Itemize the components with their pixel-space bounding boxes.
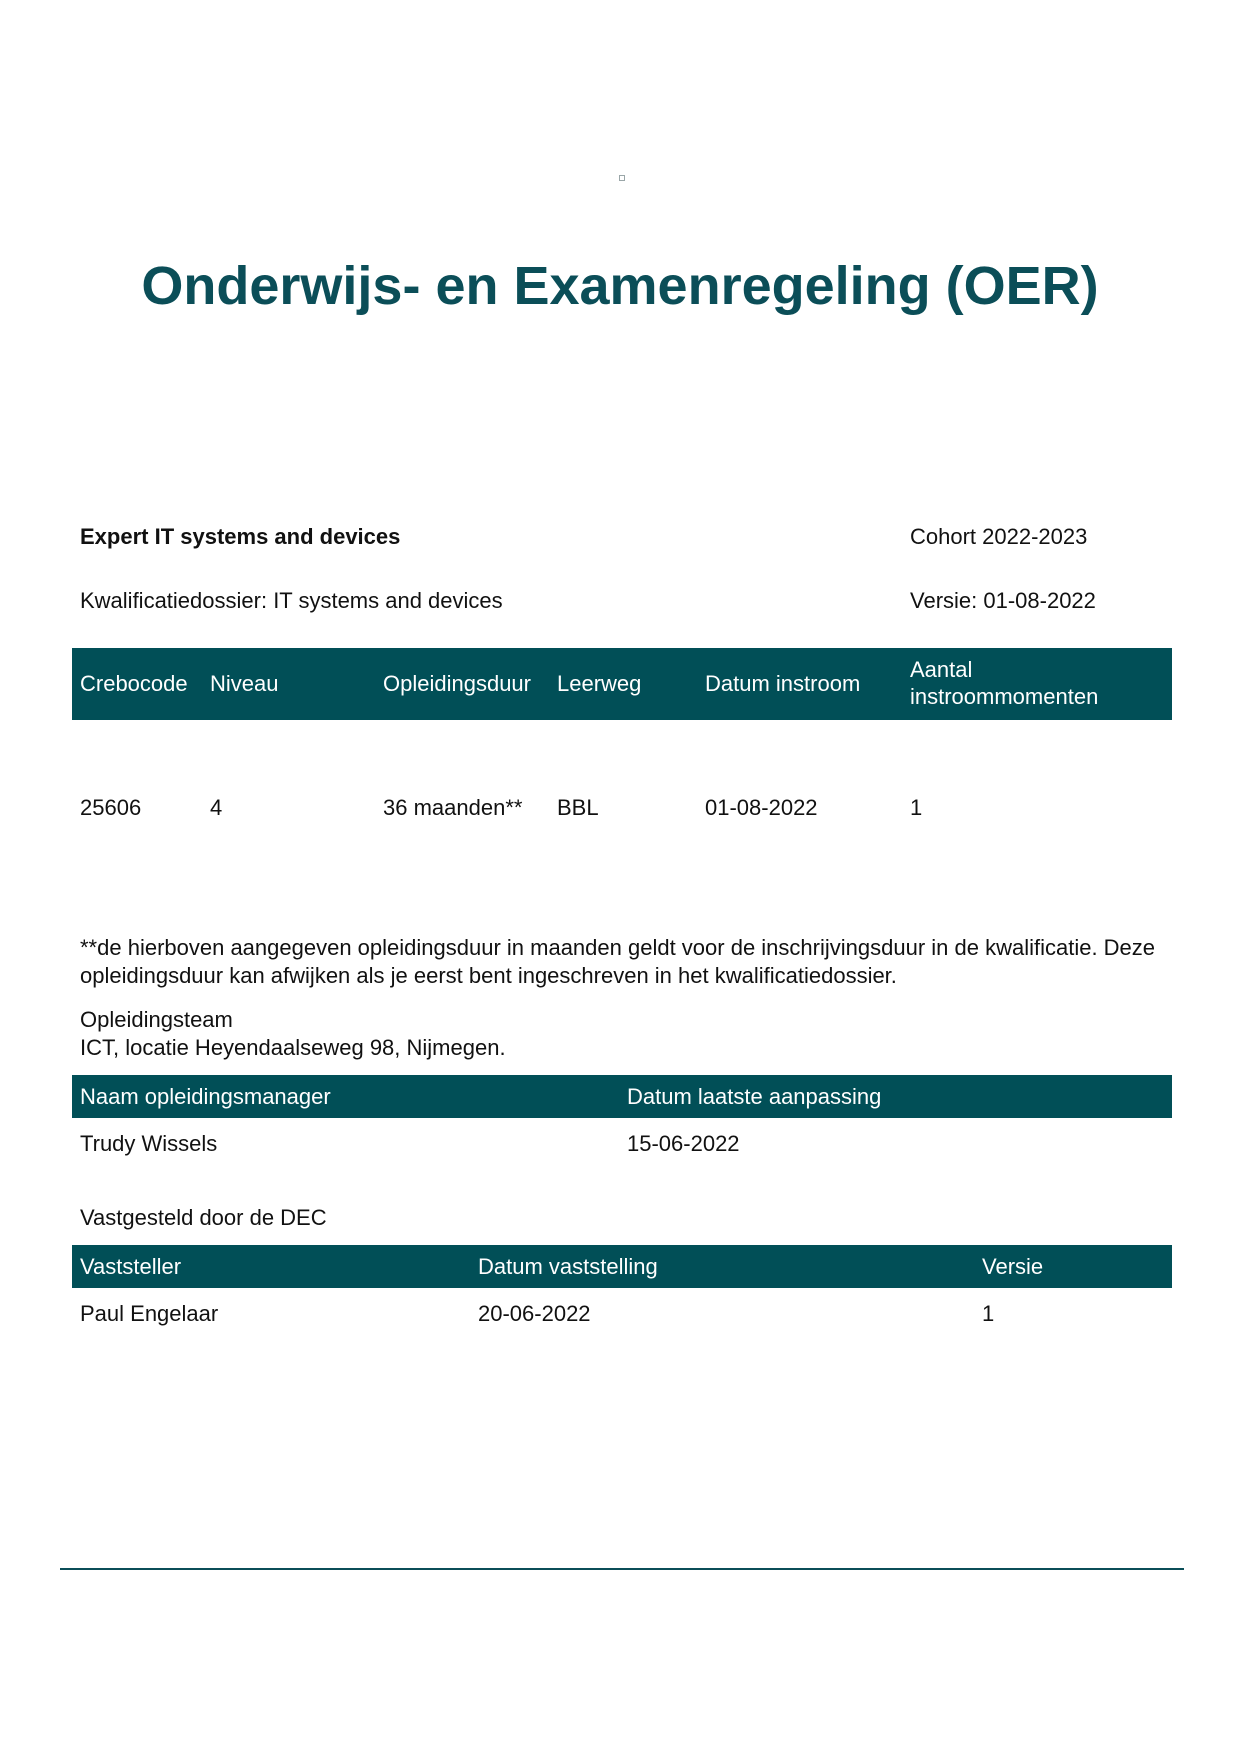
version-line: Versie: 01-08-2022 [910, 588, 1096, 613]
cell-niveau: 4 [210, 795, 223, 820]
approval-table-row [72, 1296, 1172, 1336]
header-versie: Versie [982, 1254, 1044, 1279]
header-leerweg: Leerweg [557, 671, 642, 696]
header-naam-opleidingsmanager: Naam opleidingsmanager [80, 1084, 331, 1109]
footer-divider [60, 1568, 1184, 1570]
cell-manager-name: Trudy Wissels [80, 1131, 218, 1156]
header-datum-vaststelling: Datum vaststelling [478, 1254, 658, 1279]
team-location: ICT, locatie Heyendaalseweg 98, Nijmegen. [80, 1035, 506, 1060]
approval-table-header [72, 1245, 1172, 1288]
page-title: Onderwijs- en Examenregeling (OER) [141, 256, 1099, 316]
cell-aantal-instroommomenten: 1 [910, 795, 923, 820]
header-opleidingsduur: Opleidingsduur [383, 671, 531, 696]
cohort-label: Cohort 2022-2023 [910, 524, 1088, 549]
header-crebocode: Crebocode [80, 671, 188, 696]
manager-table-header [72, 1075, 1172, 1118]
qualification-dossier: Kwalificatiedossier: IT systems and devices [80, 588, 503, 613]
cell-datum-vaststelling: 20-06-2022 [478, 1301, 591, 1326]
cell-versie: 1 [982, 1301, 995, 1326]
cell-crebocode: 25606 [80, 795, 142, 820]
header-niveau: Niveau [210, 671, 279, 696]
cell-datum-instroom: 01-08-2022 [705, 795, 818, 820]
header-vaststeller: Vaststeller [80, 1254, 182, 1279]
cell-vaststeller: Paul Engelaar [80, 1301, 219, 1326]
image-placeholder-icon [619, 175, 625, 181]
cell-laatste-aanpassing: 15-06-2022 [627, 1131, 740, 1156]
header-datum-instroom: Datum instroom [705, 671, 861, 696]
cell-opleidingsduur: 36 maanden** [383, 795, 523, 820]
manager-table-row [72, 1126, 1172, 1166]
footnote: **de hierboven aangegeven opleidingsduur in maanden geldt voor de inschrijvingsduur in de kwalificatie. Deze opleidingsduur kan afwijken als je eerst bent ingeschreven in het kwalificatiedossier. [80, 935, 1156, 988]
program-table-header [72, 648, 1172, 720]
cell-leerweg: BBL [557, 795, 599, 820]
program-name: Expert IT systems and devices [80, 524, 401, 549]
header-datum-laatste-aanpassing: Datum laatste aanpassing [627, 1084, 882, 1109]
header-aantal-instroommomenten: Aantal instroommomenten [910, 657, 1099, 709]
approval-label: Vastgesteld door de DEC [80, 1205, 327, 1230]
team-label: Opleidingsteam [80, 1007, 233, 1032]
program-table-row [72, 790, 1172, 830]
